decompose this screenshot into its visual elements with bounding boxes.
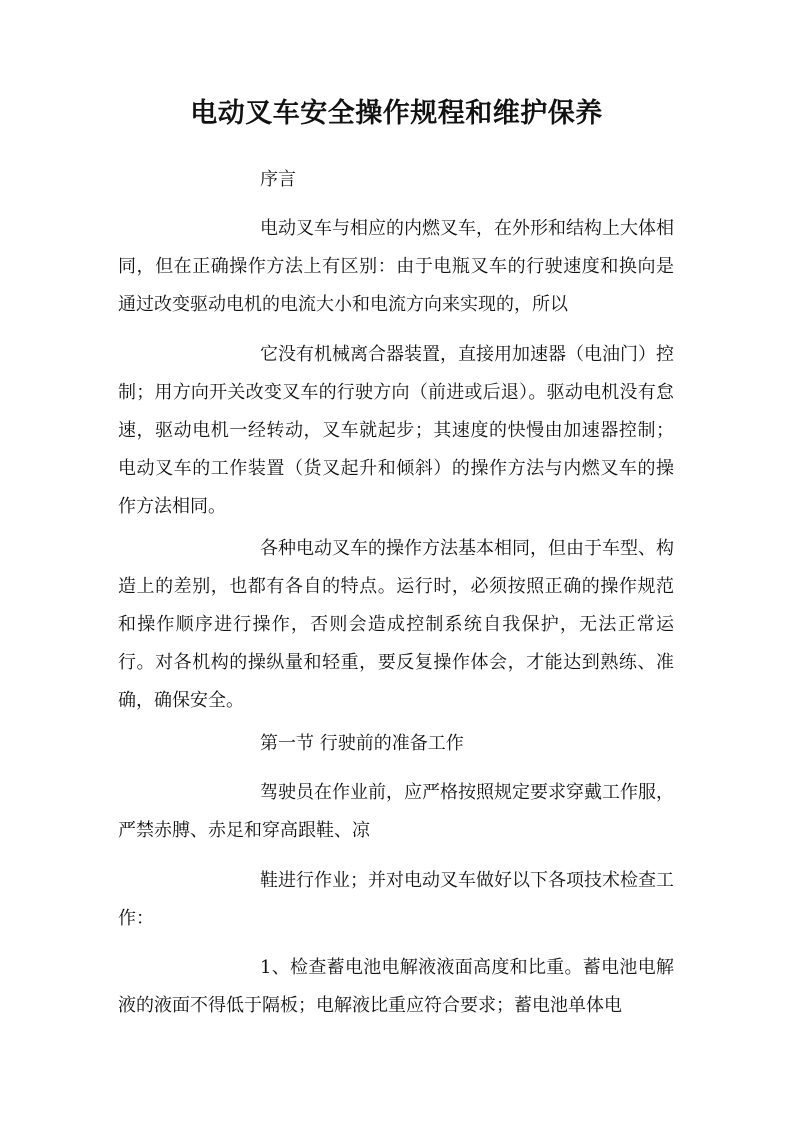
paragraph: 电动叉车与相应的内燃叉车，在外形和结构上大体相同，但在正确操作方法上有区别：由于电瓶叉车的行驶速度和换向是通过改变驱动电机的电流大小和电流方向来实现的，所以 <box>118 218 674 315</box>
paragraph: 鞋进行作业；并对电动叉车做好以下各项技术检查工作： <box>118 870 674 929</box>
paragraph: 各种电动叉车的操作方法基本相同，但由于车型、构造上的差别，也都有各自的特点。运行时，必须按照正确的操作规范和操作顺序进行操作，否则会造成控制系统自我保护，无法正常运行。对各机构的操纵量和轻重，要反复操作体会，才能达到熟练、准确，确保安全。 <box>118 538 674 711</box>
paragraph: 它没有机械离合器装置，直接用加速器（电油门）控制；用方向开关改变叉车的行驶方向（前进或后退）。驱动电机没有怠速，驱动电机一经转动，叉车就起步；其速度的快慢由加速器控制；电动叉车的工作装置（货叉起升和倾斜）的操作方法与内燃叉车的操作方法相同。 <box>118 344 674 517</box>
paragraph: 驾驶员在作业前，应严格按照规定要求穿戴工作服，严禁赤膊、赤足和穿高跟鞋、凉 <box>118 782 674 841</box>
section-heading: 第一节 行驶前的准备工作 <box>260 733 464 754</box>
preface-heading: 序言 <box>260 169 296 190</box>
document-title: 电动叉车安全操作规程和维护保养 <box>190 98 603 129</box>
paragraph: 1、检查蓄电池电解液液面高度和比重。蓄电池电解液的液面不得低于隔板；电解液比重应符合要求；蓄电池单体电 <box>118 957 674 1016</box>
